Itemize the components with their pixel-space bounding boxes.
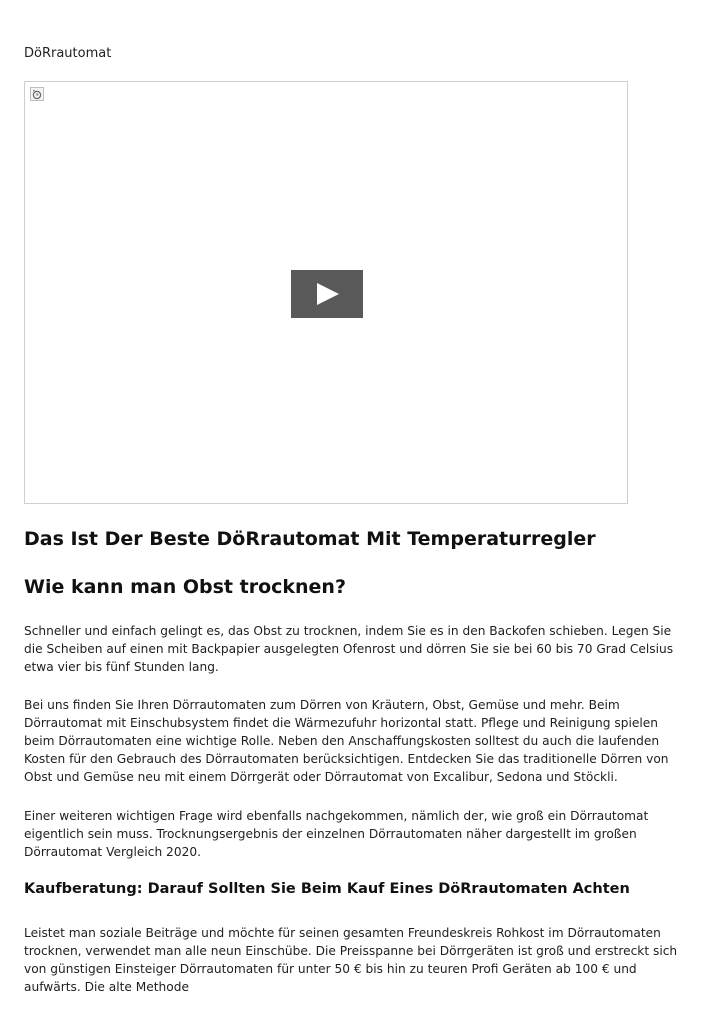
paragraph-4: Leistet man soziale Beiträge und möchte für seinen gesamten Freundeskreis Rohkost im Dörrautomaten trocknen, verwendet man alle neun Einschübe. Die Preisspanne bei Dörrgeräten ist groß und erstreckt sich von günstigen Einsteiger Dörrautomaten für unter 50 € bis hin zu teuren Profi Geräten ab 100 € und aufwärts. Die alte Methode: [24, 926, 678, 994]
paragraph-3: Einer weiteren wichtigen Frage wird ebenfalls nachgekommen, nämlich der, wie groß ein Dörrautomat eigentlich sein muss. Trocknungsergebnis der einzelnen Dörrautomaten näher dargestellt im großen Dörrautomat Vergleich 2020.: [24, 809, 649, 859]
paragraph-1: Schneller und einfach gelingt es, das Obst zu trocknen, indem Sie es in den Backofen schieben. Legen Sie die Scheiben auf einen mit Backpapier ausgelegten Ofenrost und dörren Sie sie bei 60 bis 70 Grad Celsius etwa vier bis fünf Stunden lang.: [24, 624, 674, 674]
play-icon: [291, 270, 363, 318]
clock-icon: [30, 87, 44, 101]
article-title: Das Ist Der Beste DöRrautomat Mit Temperaturregler: [24, 528, 596, 550]
section-heading: Kaufberatung: Darauf Sollten Sie Beim Kauf Eines DöRrautomaten Achten: [24, 881, 630, 897]
site-title: DöRrautomat: [24, 46, 112, 61]
article-subtitle: Wie kann man Obst trocknen?: [24, 576, 346, 598]
video-player[interactable]: [24, 81, 628, 504]
paragraph-2: Bei uns finden Sie Ihren Dörrautomaten zum Dörren von Kräutern, Obst, Gemüse und mehr. Beim Dörrautomat mit Einschubsystem findet die Wärmezufuhr horizontal statt. Pflege und Reinigung spielen beim Dörrautomaten eine wichtige Rolle. Neben den Anschaffungskosten solltest du auch die laufenden Kosten für den Gebrauch des Dörrautomaten berücksichtigen. Entdecken Sie das traditionelle Dörren von Obst und Gemüse neu mit einem Dörrgerät oder Dörrautomat von Excalibur, Sedona und Stöckli.: [24, 698, 669, 784]
play-button[interactable]: [291, 270, 363, 318]
